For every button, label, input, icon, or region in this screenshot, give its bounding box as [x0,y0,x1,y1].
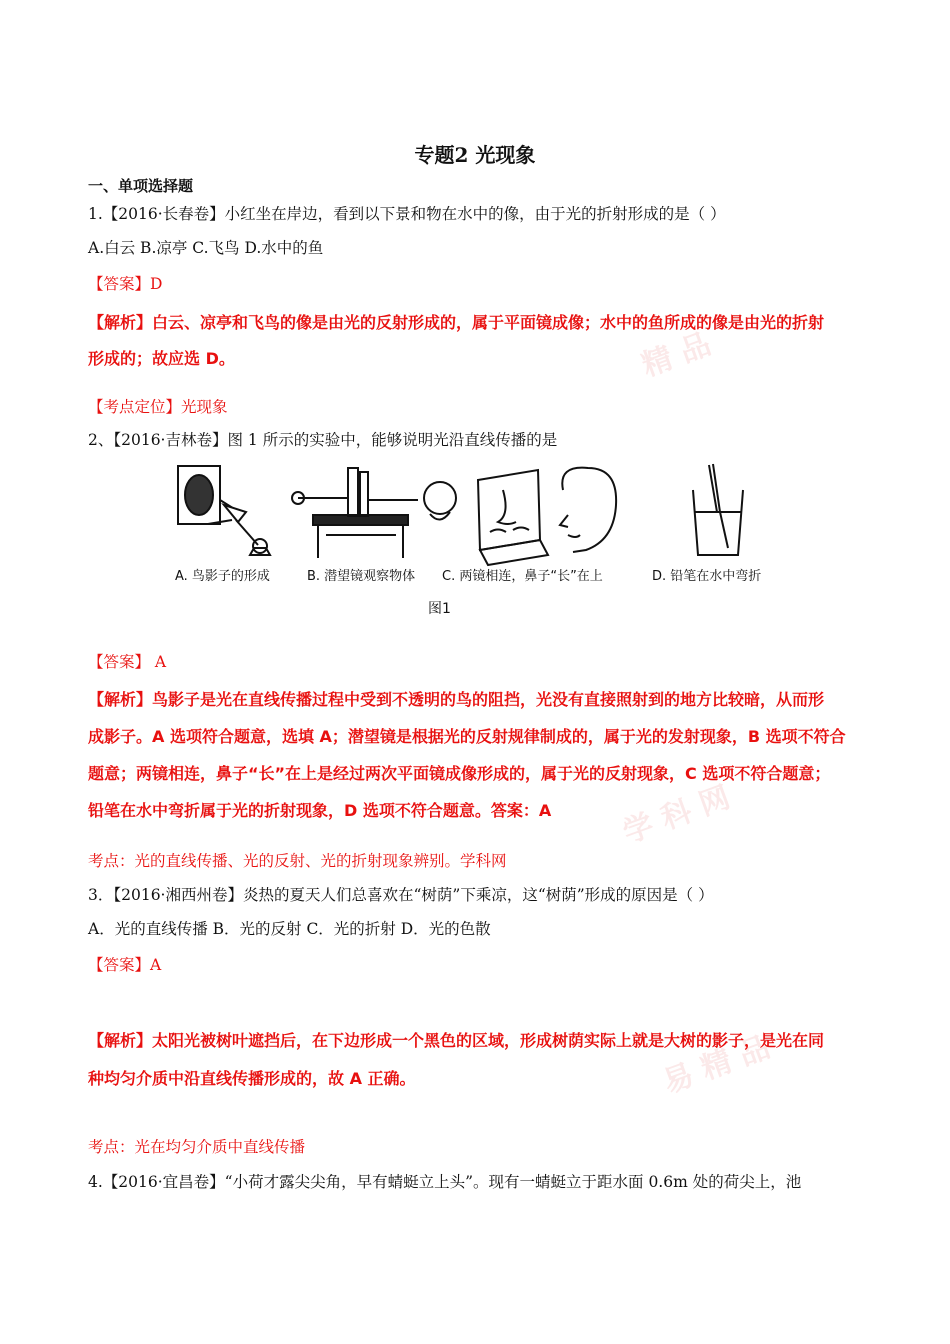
q4-stem: 4.【2016·宜昌卷】“小荷才露尖尖角，早有蜻蜓立上头”。现有一蜻蜓立于距水面 0.6m 处的荷尖上，池 [88,1173,802,1191]
watermark-logo: 易 精 品 [658,1029,775,1101]
experiment-figure [168,460,788,620]
q2-point: 考点：光的直线传播、光的反射、光的折射现象辨别。学科网 [88,852,507,870]
q1-analysis-line: 形成的；故应选 D。 [88,349,235,368]
pencil-glass-illustration [693,464,743,555]
q3-point: 考点：光在均匀介质中直线传播 [88,1138,306,1156]
q2-analysis-line: 题意；两镜相连，鼻子“长”在上是经过两次平面镜成像形成的，属于光的反射现象，C 选项不符合题意； [88,764,831,783]
watermark-logo: 学 科 网 [618,779,735,851]
section-heading: 一、单项选择题 [88,177,194,195]
figure-caption-a: A. 鸟影子的形成 [175,569,270,584]
q1-point: 【考点定位】光现象 [88,398,228,416]
figure-caption-c: C. 两镜相连，鼻子“长”在上 [442,569,603,584]
periscope-illustration [292,468,456,558]
q3-options: A．光的直线传播 B．光的反射 C．光的折射 D．光的色散 [88,920,491,938]
q2-analysis-line: 成影子。A 选项符合题意，选填 A；潜望镜是根据光的反射规律制成的，属于光的发射现象，B 选项不符合 [88,727,846,746]
figure-caption-d: D. 铅笔在水中弯折 [652,569,762,584]
q2-analysis-line: 【解析】鸟影子是光在直线传播过程中受到不透明的鸟的阻挡，光没有直接照射到的地方比较暗，从而形 [88,690,825,709]
q2-answer: 【答案】 A [88,653,167,671]
q3-analysis-line: 【解析】太阳光被树叶遮挡后，在下边形成一个黑色的区域，形成树荫实际上就是大树的影子，是光在同 [88,1031,825,1050]
page-title: 专题2 光现象 [414,143,536,167]
q1-stem: 1.【2016·长春卷】小红坐在岸边，看到以下景和物在水中的像，由于光的折射形成的是（ ） [88,205,726,223]
q1-analysis-line: 【解析】白云、凉亭和飞鸟的像是由光的反射形成的，属于平面镜成像；水中的鱼所成的像是由光的折射 [88,313,825,332]
q3-answer: 【答案】A [88,956,162,974]
q3-analysis-line: 种均匀介质中沿直线传播形成的，故 A 正确。 [88,1069,416,1088]
bird-shadow-illustration [178,466,270,555]
figure-label: 图1 [428,601,451,617]
mirror-face-illustration [478,468,616,565]
q2-analysis-line: 铅笔在水中弯折属于光的折射现象，D 选项不符合题意。答案：A [88,801,552,820]
q3-stem: 3．【2016·湘西州卷】炎热的夏天人们总喜欢在“树荫”下乘凉，这“树荫”形成的原因是（ ） [88,886,714,904]
figure-caption-b: B. 潜望镜观察物体 [307,569,416,584]
q1-answer: 【答案】D [88,275,163,293]
q1-options: A.白云 B.凉亭 C.飞鸟 D.水中的鱼 [88,239,324,257]
watermark-logo: 精 品 [637,326,716,384]
q2-stem: 2、【2016·吉林卷】图 1 所示的实验中，能够说明光沿直线传播的是 [88,431,558,449]
